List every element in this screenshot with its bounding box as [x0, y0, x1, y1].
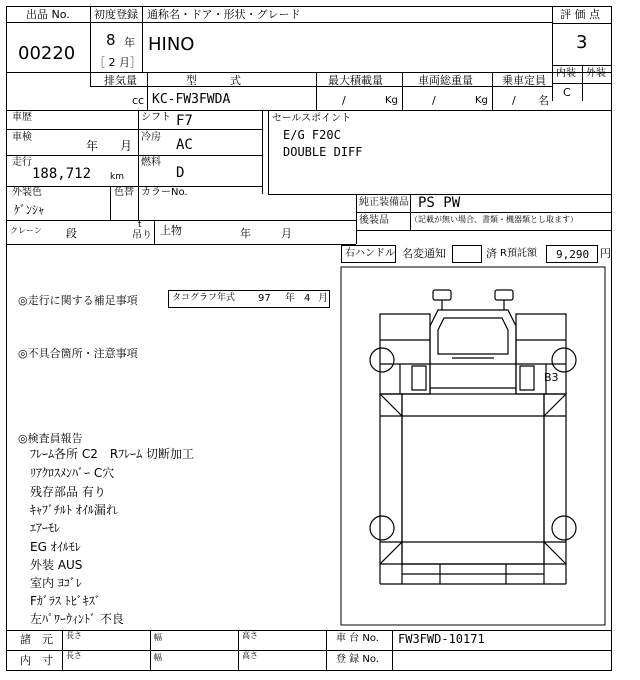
- first-reg-month: ［ 2 月］: [94, 56, 141, 69]
- aftermarket-note: （記載が無い場合、書類・機器類とし取ます）: [410, 215, 578, 224]
- defects-label: ◎不具合箇所・注意事項: [18, 347, 138, 360]
- recycle-value: 9,290: [556, 248, 590, 261]
- name-change-box: [452, 245, 482, 263]
- sales-point-label: セールスポイント: [272, 113, 352, 124]
- registration-label: 登 録 No.: [336, 654, 379, 665]
- sales-point-line: DOUBLE DIFF: [283, 145, 363, 159]
- inspector-report-line: ﾌﾚｰﾑ各所 C2 Rﾌﾚｰﾑ 切断加工: [30, 447, 194, 461]
- crane-label: クレーン: [10, 226, 42, 235]
- first-reg-year-unit: 年: [124, 36, 135, 49]
- interior-length-label: 長さ: [66, 651, 82, 660]
- inspector-report-line: EG ｵｲﾙﾓﾚ: [30, 540, 81, 554]
- crane-stage-unit: 段: [66, 227, 77, 240]
- name-change-label: 名変通知: [402, 247, 446, 260]
- sales-point-line: E/G F20C: [283, 128, 341, 142]
- genuine-equipment-value: PS PW: [418, 195, 461, 211]
- ac-value: AC: [176, 137, 193, 153]
- fuel-value: D: [176, 165, 185, 181]
- gross-weight-label: 車両総重量: [418, 74, 473, 87]
- inspector-report-line: 残存部品 有り: [30, 485, 106, 499]
- tachograph-label: タコグラフ年式: [172, 293, 236, 303]
- model-header-label: 通称名・ドア・形状・グレード: [147, 8, 301, 21]
- cc-unit: cc: [132, 94, 145, 107]
- interior-dimensions-label: 内 寸: [20, 654, 53, 667]
- capacity-slash: /: [512, 94, 516, 107]
- interior-width-label: 幅: [154, 653, 162, 662]
- chassis-value: FW3FWD-10171: [398, 632, 485, 646]
- inspector-report-line: 外装 AUS: [30, 558, 83, 572]
- dimensions-width-label: 幅: [154, 633, 162, 642]
- chassis-label: 車 台 No.: [336, 633, 379, 644]
- capacity-label: 乗車定員: [502, 74, 546, 87]
- displacement-label: 排気量: [104, 74, 137, 87]
- capacity-unit: 名: [538, 94, 549, 107]
- model-name: HINO: [148, 34, 195, 55]
- grade-value: 3: [576, 32, 588, 53]
- driving-notes-label: ◎走行に関する補足事項: [18, 294, 138, 307]
- tachograph-month-unit: 月: [318, 293, 328, 304]
- interior-grade-label: 内装: [556, 68, 576, 79]
- dimensions-length-label: 長さ: [66, 631, 82, 640]
- upper-year-label: 年: [240, 227, 251, 240]
- dimensions-height-label: 高さ: [242, 631, 258, 640]
- interior-grade-value: C: [563, 86, 571, 99]
- mileage-value: 188,712: [32, 166, 92, 182]
- yen-unit: 円: [600, 247, 611, 260]
- tachograph-month: 4: [304, 293, 311, 304]
- deposit-label: 済: [486, 247, 497, 260]
- gross-weight-slash: /: [432, 94, 436, 107]
- inspection-month-label: 月: [120, 139, 133, 153]
- inspection-label: 車検: [12, 132, 32, 143]
- upper-label: 上物: [160, 224, 182, 237]
- aftermarket-label: 後装品: [359, 215, 389, 226]
- crane-lift-label: 吊り: [132, 230, 152, 241]
- inspector-report-line: Fｶﾞﾗｽ ﾄﾋﾞｷｽﾞ: [30, 594, 101, 608]
- max-load-label: 最大積載量: [328, 74, 383, 87]
- color-code-label: 色替: [114, 187, 134, 198]
- history-label: 車歴: [12, 112, 32, 123]
- exterior-color-label: 外装色: [12, 187, 42, 198]
- truck-diagram: [340, 266, 606, 626]
- upper-month-label: 月: [281, 227, 292, 240]
- diagram-damage-mark: B3: [544, 371, 559, 384]
- mileage-label: 走行: [12, 157, 32, 168]
- max-load-unit: Kg: [385, 95, 398, 106]
- fuel-label: 燃料: [141, 157, 161, 168]
- tachograph-year-unit: 年: [285, 293, 295, 304]
- color-no-label: カラーNo.: [141, 187, 188, 198]
- inspector-report-line: ﾘｱｸﾛｽﾒﾝﾊﾞｰ C穴: [30, 466, 115, 480]
- exterior-color-value: ｹﾞﾝｼｬ: [14, 203, 45, 217]
- lot-number: 00220: [18, 43, 76, 64]
- lot-label: 出品 No.: [26, 8, 70, 21]
- ac-label: 冷房: [141, 132, 161, 143]
- inspector-report-line: 左ﾊﾟﾜｰｳｨﾝﾄﾞ 不良: [30, 612, 124, 626]
- exterior-grade-label: 外装: [586, 68, 606, 79]
- tachograph-year: 97: [258, 293, 271, 304]
- shift-label: シフト: [141, 112, 171, 123]
- inspector-report-line: ｷｬﾌﾞﾁﾙﾄ ｵｲﾙ漏れ: [30, 503, 118, 517]
- model-code: KC-FW3FWDA: [152, 92, 231, 107]
- first-reg-year: 8: [106, 31, 116, 49]
- right-hand-label: 右ハンドル: [345, 248, 395, 259]
- inspector-report-line: ｴｱｰﾓﾚ: [30, 521, 61, 535]
- genuine-equipment-label: 純正装備品: [359, 197, 409, 208]
- model-code-label: 型 式: [186, 74, 241, 87]
- gross-weight-unit: Kg: [475, 95, 488, 106]
- inspector-report-label: ◎検査員報告: [18, 432, 83, 445]
- inspection-year-label: 年: [86, 139, 99, 153]
- mileage-unit: km: [110, 172, 124, 182]
- crane-lift-unit: t: [138, 220, 142, 230]
- first-reg-label: 初度登録: [94, 8, 138, 21]
- max-load-slash: /: [342, 94, 346, 107]
- recycle-label: R預託額: [500, 248, 537, 259]
- shift-value: F7: [176, 113, 193, 129]
- dimensions-label: 諸 元: [20, 633, 53, 646]
- inspector-report-line: 室内 ﾖｺﾞﾚ: [30, 576, 82, 590]
- grade-label: 評 価 点: [560, 8, 600, 21]
- interior-height-label: 高さ: [242, 651, 258, 660]
